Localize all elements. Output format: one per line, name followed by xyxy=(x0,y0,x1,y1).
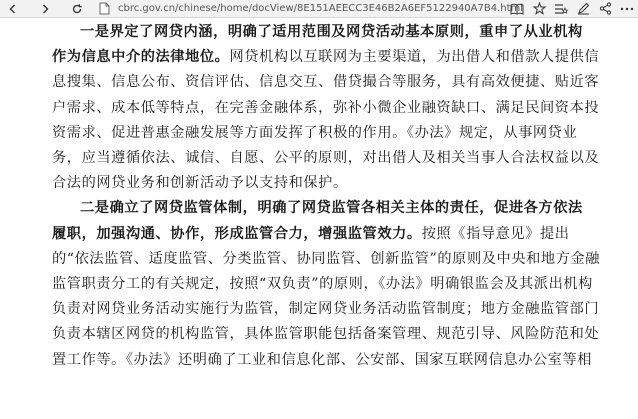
pen-icon xyxy=(577,2,590,15)
book-icon xyxy=(510,3,524,15)
text-bold: 二是确立了网贷监管体制，明确了网贷监管各相关主体的责任，促进各方依法 xyxy=(80,200,583,217)
text-line xyxy=(52,121,592,146)
notes-button[interactable] xyxy=(572,0,594,18)
browser-toolbar xyxy=(0,0,638,18)
text-normal: 户需求、成本低等特点，在完善金融体系，弥补小微企业融资缺口、满足民间资本投 xyxy=(52,99,600,116)
share-icon xyxy=(599,2,612,15)
text-line xyxy=(52,45,600,70)
favorite-button[interactable] xyxy=(528,0,550,18)
forward-button[interactable] xyxy=(36,0,54,18)
back-arrow-icon xyxy=(7,3,19,15)
text-line xyxy=(52,171,592,196)
text-normal: 息搜集、信息公布、资信评估、信息交互、借贷撮合等服务，具有高效便捷、贴近客 xyxy=(52,74,600,91)
text-line xyxy=(52,196,592,221)
page-icon xyxy=(96,1,112,17)
text-line xyxy=(52,322,600,347)
address-bar[interactable]: cbrc.gov.cn/chinese/home/docView/8E151AEECC3E46B2A6EF5122940A7B4.html xyxy=(118,3,524,14)
hub-button[interactable] xyxy=(550,0,572,18)
text-normal: 合法的网贷业务和创新活动予以支持和保护。 xyxy=(52,175,348,192)
document-body xyxy=(52,18,601,373)
text-normal: 负责对网贷业务活动实施行为监管，制定网贷业务活动监管制度；地方金融监管部门 xyxy=(52,301,600,318)
text-line xyxy=(52,297,600,322)
text-bold: 履职，加强沟通、协作，形成监管合力，增强监管效力。 xyxy=(52,225,422,242)
text-bold: 一是界定了网贷内涵，明确了适用范围及网贷活动基本原则，重申了从业机构 xyxy=(80,24,583,40)
refresh-icon xyxy=(71,3,83,15)
more-button[interactable] xyxy=(616,0,638,18)
text-line xyxy=(52,222,592,247)
star-icon xyxy=(533,2,546,15)
back-button[interactable] xyxy=(4,0,22,18)
text-normal: 务，应当遵循依法、诚信、自愿、公平的原则，对出借人及相关当事人合法权益以及 xyxy=(52,150,600,167)
text-normal: 置工作等。《办法》还明确了工业和信息化部、公安部、国家互联网信息办公室等相 xyxy=(52,351,593,368)
toolbar-right xyxy=(506,0,638,18)
text-normal: 监管职责分工的有关规定，按照“双负责”的原则，《办法》明确银监会及其派出机构 xyxy=(52,276,593,293)
forward-arrow-icon xyxy=(39,3,51,15)
text-line xyxy=(52,247,601,272)
text-normal: 的“依法监管、适度监管、分类监管、协同监管、创新监管”的原则及中央和地方金融 xyxy=(52,250,601,267)
text-line xyxy=(52,272,592,297)
document-viewer[interactable] xyxy=(0,18,638,419)
text-normal: 按照《指导意见》提出 xyxy=(421,225,570,242)
text-line xyxy=(52,70,600,95)
document-icon xyxy=(99,2,110,15)
text-line xyxy=(52,146,600,171)
share-button[interactable] xyxy=(594,0,616,18)
text-normal: 资需求、促进普惠金融发展等方面发挥了积极的作用。《办法》规定，从事网贷业 xyxy=(52,124,578,141)
refresh-button[interactable] xyxy=(68,0,86,18)
favorites-list-icon xyxy=(554,3,568,15)
text-line xyxy=(52,348,592,373)
text-normal: 负责本辖区网贷的机构监管，具体监管职能包括备案管理、规范引导、风险防范和处 xyxy=(52,326,600,343)
text-normal: 网贷机构以互联网为主要渠道，为出借人和借款人提供信 xyxy=(229,49,600,66)
text-bold: 作为信息中介的法律地位。 xyxy=(52,49,230,66)
more-dots-icon xyxy=(620,7,634,11)
text-line xyxy=(52,20,592,45)
document-page xyxy=(52,18,601,419)
reading-view-button[interactable] xyxy=(506,0,528,18)
text-line xyxy=(52,96,600,121)
